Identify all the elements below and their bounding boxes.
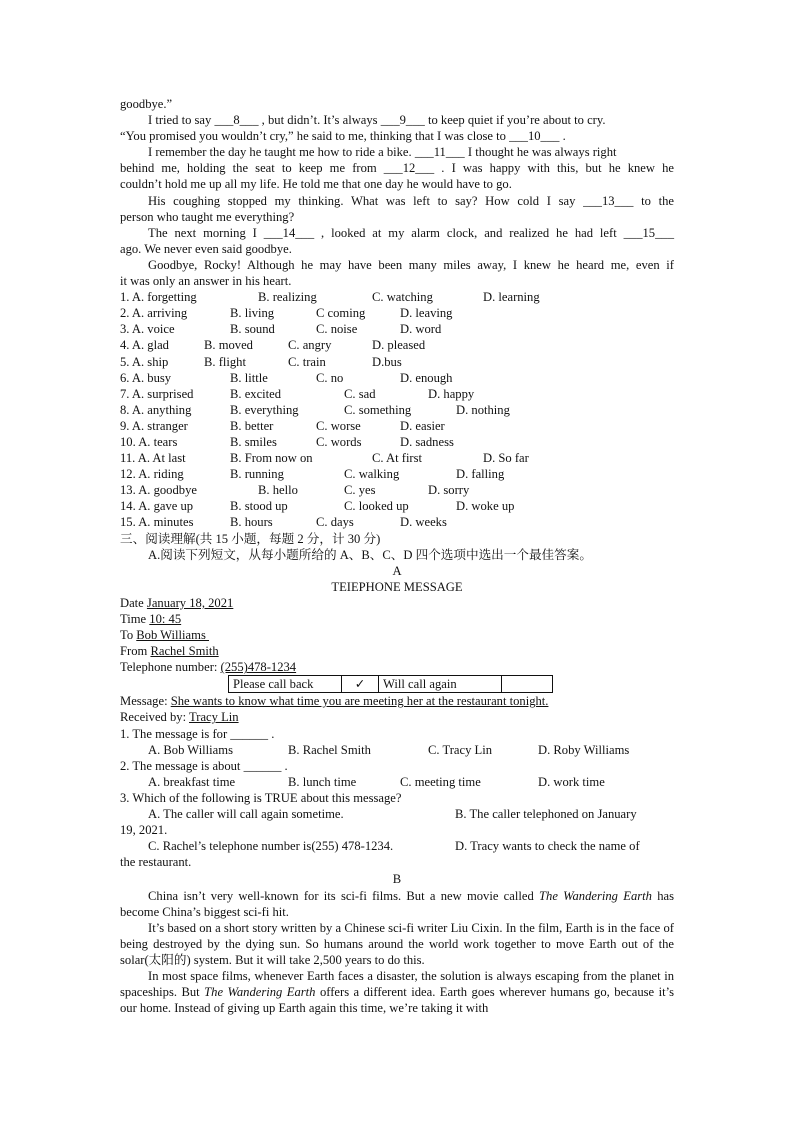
option: 7. A. surprised [120, 386, 194, 401]
option: D. pleased [372, 338, 426, 353]
option: 4. A. glad [120, 338, 169, 353]
option: 15. A. minutes [120, 515, 194, 530]
option: 6. A. busy [120, 370, 172, 385]
option: D. sadness [400, 434, 454, 449]
option: C coming [316, 306, 366, 321]
option: B. lunch time [288, 774, 357, 789]
option-row [120, 514, 674, 530]
section-instruction: A.阅读下列短文，从每小题所给的 A、B、C、D 四个选项中选出一个最佳答案。 [148, 547, 592, 562]
question-1-options [120, 742, 674, 758]
cloze-line: behind me, holding the seat to keep me from ___12___ . I was happy with this, but he knew he [120, 161, 674, 176]
option: B. realizing [258, 290, 317, 305]
option: B. stood up [230, 499, 288, 514]
please-call-back-cell: Please call back [229, 676, 342, 693]
memo-date: Date January 18, 2021 [120, 595, 234, 610]
option: D. leaving [400, 306, 453, 321]
cloze-line: person who taught me everything? [120, 209, 295, 224]
passage-b-paragraph: China isn’t very well-known for its sci-fi films. But a new movie called The Wandering Earth has become China’s biggest sci-fi hit. [120, 888, 674, 919]
option: D. happy [428, 386, 475, 401]
option: 10. A. tears [120, 434, 178, 449]
option: D. Roby Williams [538, 742, 630, 757]
section-heading: 三、阅读理解(共 15 小题，每题 2 分，计 30 分) [120, 531, 381, 546]
cloze-line: goodbye.” [120, 97, 173, 111]
option: B. everything [230, 402, 299, 417]
option-row [120, 289, 674, 305]
option: C. days [316, 515, 354, 530]
memo-phone: Telephone number: (255)478-1234 [120, 660, 297, 675]
option: D. woke up [456, 499, 515, 514]
option: B. Rachel Smith [288, 742, 371, 757]
cloze-line: I remember the day he taught me how to ride a bike. ___11___ I thought he was always right [148, 145, 617, 160]
cloze-line: I tried to say ___8___ , but didn’t. It’s always ___9___ to keep quiet if you’re about to cry. [148, 113, 606, 128]
memo-time: Time 10: 45 [120, 612, 182, 626]
cloze-line: The next morning I ___14___ , looked at my alarm clock, and realized he had left ___15___ [148, 225, 674, 240]
option-row [120, 498, 674, 514]
option: C. Rachel’s telephone number is(255) 478-1234. [148, 839, 394, 854]
memo-received: Received by: Tracy Lin [120, 710, 239, 725]
option: C. something [344, 402, 412, 417]
option-row [120, 466, 674, 482]
passage-b-paragraph: It’s based on a short story written by a Chinese sci-fi writer Liu Cixin. In the film, Earth is in the face of being destroyed by the dying sun. So humans around the world work together to move Earth out of the solar(太阳的) system. But it will take 2,500 years to do this. [120, 920, 674, 967]
option: C. words [316, 434, 362, 449]
option: B. sound [230, 322, 275, 337]
option: B. flight [204, 354, 246, 369]
empty-cell [502, 676, 553, 693]
option: C. worse [316, 418, 361, 433]
option: 11. A. At last [120, 451, 186, 466]
option-row [120, 370, 674, 386]
option: C. meeting time [400, 774, 481, 789]
question-1: 1. The message is for ______ . [120, 726, 275, 741]
option-row [120, 354, 674, 370]
option: C. train [288, 354, 326, 369]
callback-table [228, 675, 553, 693]
option: C. watching [372, 290, 433, 305]
option: D. sorry [428, 483, 470, 498]
option-row [120, 434, 674, 450]
option: B. little [230, 370, 268, 385]
option: C. noise [316, 322, 358, 337]
option: B. hello [258, 483, 298, 498]
memo-message: Message: She wants to know what time you are meeting her at the restaurant tonight. [120, 694, 549, 709]
option-row [120, 418, 674, 434]
option-continuation: the restaurant. [120, 855, 192, 870]
option: 8. A. anything [120, 402, 192, 417]
option: 12. A. riding [120, 467, 184, 482]
option: C. looked up [344, 499, 409, 514]
option: D. nothing [456, 402, 510, 417]
option: C. Tracy Lin [428, 742, 493, 757]
passage-label: B [392, 872, 402, 887]
option: D. weeks [400, 515, 447, 530]
option-row [120, 386, 674, 402]
option: 9. A. stranger [120, 418, 188, 433]
option: D.bus [372, 354, 402, 369]
option: D. word [400, 322, 442, 337]
option: A. Bob Williams [148, 742, 233, 757]
question-3-options-cd [120, 838, 674, 854]
option-continuation: 19, 2021. [120, 823, 168, 838]
question-3: 3. Which of the following is TRUE about this message? [120, 790, 402, 805]
exam-page [120, 96, 674, 1016]
option: 5. A. ship [120, 354, 169, 369]
option: A. breakfast time [148, 774, 236, 789]
option: 13. A. goodbye [120, 483, 197, 498]
option: 1. A. forgetting [120, 290, 197, 305]
option: B. better [230, 418, 274, 433]
cloze-line: His coughing stopped my thinking. What was left to say? How cold I say ___13___ to the [148, 193, 674, 208]
question-2: 2. The message is about ______ . [120, 758, 288, 773]
option: D. easier [400, 418, 445, 433]
option: 3. A. voice [120, 322, 175, 337]
option: B. From now on [230, 451, 313, 466]
cloze-line: ago. We never even said goodbye. [120, 241, 292, 256]
option-row [120, 450, 674, 466]
cloze-line: couldn’t hold me up all my life. He told me that one day he would have to go. [120, 177, 512, 192]
passage-b-paragraph: In most space films, whenever Earth faces a disaster, the solution is always escaping from the planet in spaceships. But The Wandering Earth offers a different idea. Earth goes wherever humans go, because it’s our home. Instead of giving up Earth again this time, we’re taking it with [120, 968, 674, 1016]
option: B. moved [204, 338, 253, 353]
option-row [120, 482, 674, 498]
cloze-line: “You promised you wouldn’t cry,” he said to me, thinking that I was close to ___10___ . [120, 129, 566, 144]
memo-title: TEIEPHONE MESSAGE [331, 579, 463, 594]
option: C. At first [372, 451, 423, 466]
option-row [120, 402, 674, 418]
question-2-options [120, 774, 674, 790]
option: D. enough [400, 370, 453, 385]
cloze-line: Goodbye, Rocky! Although he may have been many miles away, I knew he heard me, even if [148, 257, 674, 272]
option: B. excited [230, 386, 282, 401]
option: C. sad [344, 386, 376, 401]
question-3-options-ab [120, 806, 674, 822]
cloze-line: it was only an answer in his heart. [120, 274, 292, 289]
option: 2. A. arriving [120, 306, 188, 321]
option: D. Tracy wants to check the name of [455, 839, 640, 854]
memo-to: To Bob Williams [120, 628, 209, 643]
option: B. living [230, 306, 275, 321]
option: A. The caller will call again sometime. [148, 807, 344, 822]
cloze-options [120, 289, 674, 530]
option: D. learning [483, 290, 540, 305]
memo-from: From Rachel Smith [120, 644, 219, 659]
option: B. hours [230, 515, 273, 530]
will-call-again-cell: Will call again [379, 676, 502, 693]
option: 14. A. gave up [120, 499, 194, 514]
option: D. So far [483, 451, 529, 466]
option: D. work time [538, 774, 605, 789]
cloze-passage [120, 96, 674, 289]
passage-label: A [392, 563, 402, 578]
option: C. walking [344, 467, 400, 482]
option: D. falling [456, 467, 505, 482]
option: C. no [316, 370, 344, 385]
option-row [120, 305, 674, 321]
option: B. running [230, 467, 284, 482]
check-mark-cell: ✓ [342, 676, 379, 693]
option: C. yes [344, 483, 376, 498]
option-row [120, 321, 674, 337]
option: B. The caller telephoned on January [455, 807, 637, 822]
option: B. smiles [230, 434, 277, 449]
option-row [120, 337, 674, 353]
option: C. angry [288, 338, 332, 353]
